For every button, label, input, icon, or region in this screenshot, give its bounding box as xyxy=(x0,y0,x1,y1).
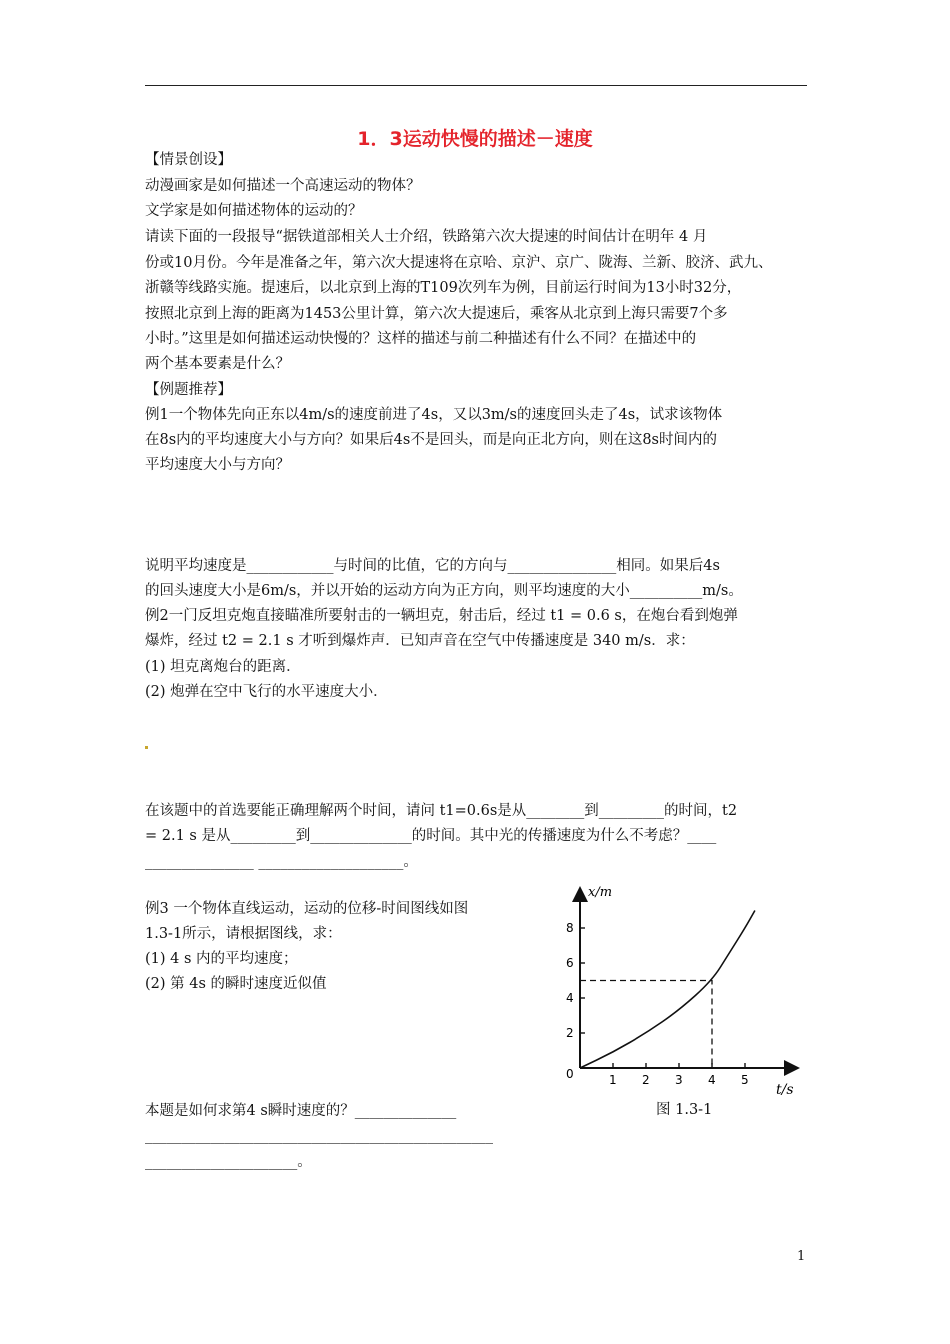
example3-note-line: ________________________________________________ xyxy=(145,1128,493,1144)
y-tick-label: 4 xyxy=(566,991,574,1005)
example2-line: (2) 炮弹在空中飞行的水平速度大小． xyxy=(145,684,388,700)
paragraph-line: 份或10月份。今年是准备之年，第六次大提速将在京哈、京沪、京广、陇海、兰新、胶济、武九、 xyxy=(145,255,773,271)
example2-line: (1) 坦克离炮台的距离． xyxy=(145,659,301,675)
example2-line: 例2一门反坦克炮直接瞄准所要射击的一辆坦克，射击后，经过 t1 = 0.6 s，在炮台看到炮弹 xyxy=(145,608,738,624)
example3-line: (2) 第 4s 的瞬时速度近似值 xyxy=(145,976,327,992)
section-heading-scenario: 【情景创设】 xyxy=(145,152,232,168)
example3-note-line: 本题是如何求第4 s瞬时速度的？______________ xyxy=(145,1103,457,1119)
example1-line: 平均速度大小与方向？ xyxy=(145,457,290,473)
y-tick-label: 2 xyxy=(566,1026,574,1040)
position-curve xyxy=(580,911,755,1069)
figure-caption: 图 1.3-1 xyxy=(656,1102,713,1118)
example3-line: 例3 一个物体直线运动，运动的位移-时间图线如图 xyxy=(145,901,469,917)
axis-ticks xyxy=(580,928,745,1068)
page-title: 1．3运动快慢的描述－速度 xyxy=(357,128,593,150)
header-rule xyxy=(145,85,807,86)
paragraph-line: 文学家是如何描述物体的运动的？ xyxy=(145,203,363,219)
stray-mark xyxy=(145,746,148,749)
y-tick-label: 8 xyxy=(566,921,574,935)
example1-line: 在8s内的平均速度大小与方向？如果后4s不是回头，而是向正北方向，则在这8s时间内的 xyxy=(145,432,717,448)
x-tick-label: 3 xyxy=(675,1073,683,1087)
example1-line: 例1一个物体先向正东以4m/s的速度前进了4s，又以3m/s的速度回头走了4s，试求该物体 xyxy=(145,407,723,423)
example3-note-line: _____________________。 xyxy=(145,1154,312,1170)
page-number: 1 xyxy=(797,1249,806,1264)
paragraph-line: 两个基本要素是什么？ xyxy=(145,356,290,372)
example2-line: 爆炸，经过 t2 = 2.1 s 才听到爆炸声．已知声音在空气中传播速度是 340 m/s．求： xyxy=(145,633,695,649)
paragraph-line: 浙赣等线路实施。提速后，以北京到上海的T109次列车为例，目前运行时间为13小时32分， xyxy=(145,280,742,296)
example3-line: (1) 4 s 内的平均速度； xyxy=(145,951,298,967)
paragraph-line: 请读下面的一段报导“据铁道部相关人士介绍，铁路第六次大提速的时间估计在明年 4 月 xyxy=(145,229,708,245)
dashed-guide xyxy=(580,981,712,1069)
y-tick-label: 6 xyxy=(566,956,574,970)
paragraph-line: 小时。”这里是如何描述运动快慢的？这样的描述与前二种描述有什么不同？在描述中的 xyxy=(145,331,697,347)
y-axis-label: x/m xyxy=(588,885,613,900)
example2-note-line: 在该题中的首选要能正确理解两个时间，请问 t1=0.6s是从________到_________的时间，t2 xyxy=(145,803,738,819)
origin-label: 0 xyxy=(566,1067,574,1081)
paragraph-line: 按照北京到上海的距离为1453公里计算，第六次大提速后，乘客从北京到上海只需要7个多 xyxy=(145,306,728,322)
paragraph-line: 动漫画家是如何描述一个高速运动的物体？ xyxy=(145,178,421,194)
x-tick-label: 1 xyxy=(609,1073,617,1087)
position-time-graph xyxy=(556,882,808,1104)
x-tick-label: 4 xyxy=(708,1073,716,1087)
example1-note-line: 说明平均速度是____________与时间的比值，它的方向与_______________相同。如果后4s xyxy=(145,558,720,574)
section-heading-examples: 【例题推荐】 xyxy=(145,382,232,398)
example2-note-line: = 2.1 s 是从_________到______________的时间。其中光的传播速度为什么不考虑？____ xyxy=(145,828,717,844)
example2-note-line: _______________ ____________________。 xyxy=(145,854,418,870)
x-tick-label: 5 xyxy=(741,1073,749,1087)
example1-note-line: 的回头速度大小是6m/s，并以开始的运动方向为正方向，则平均速度的大小__________m/s。 xyxy=(145,583,743,599)
example3-line: 1.3-1所示，请根据图线，求： xyxy=(145,926,342,942)
x-axis-label: t/s xyxy=(776,1082,794,1098)
x-tick-label: 2 xyxy=(642,1073,650,1087)
